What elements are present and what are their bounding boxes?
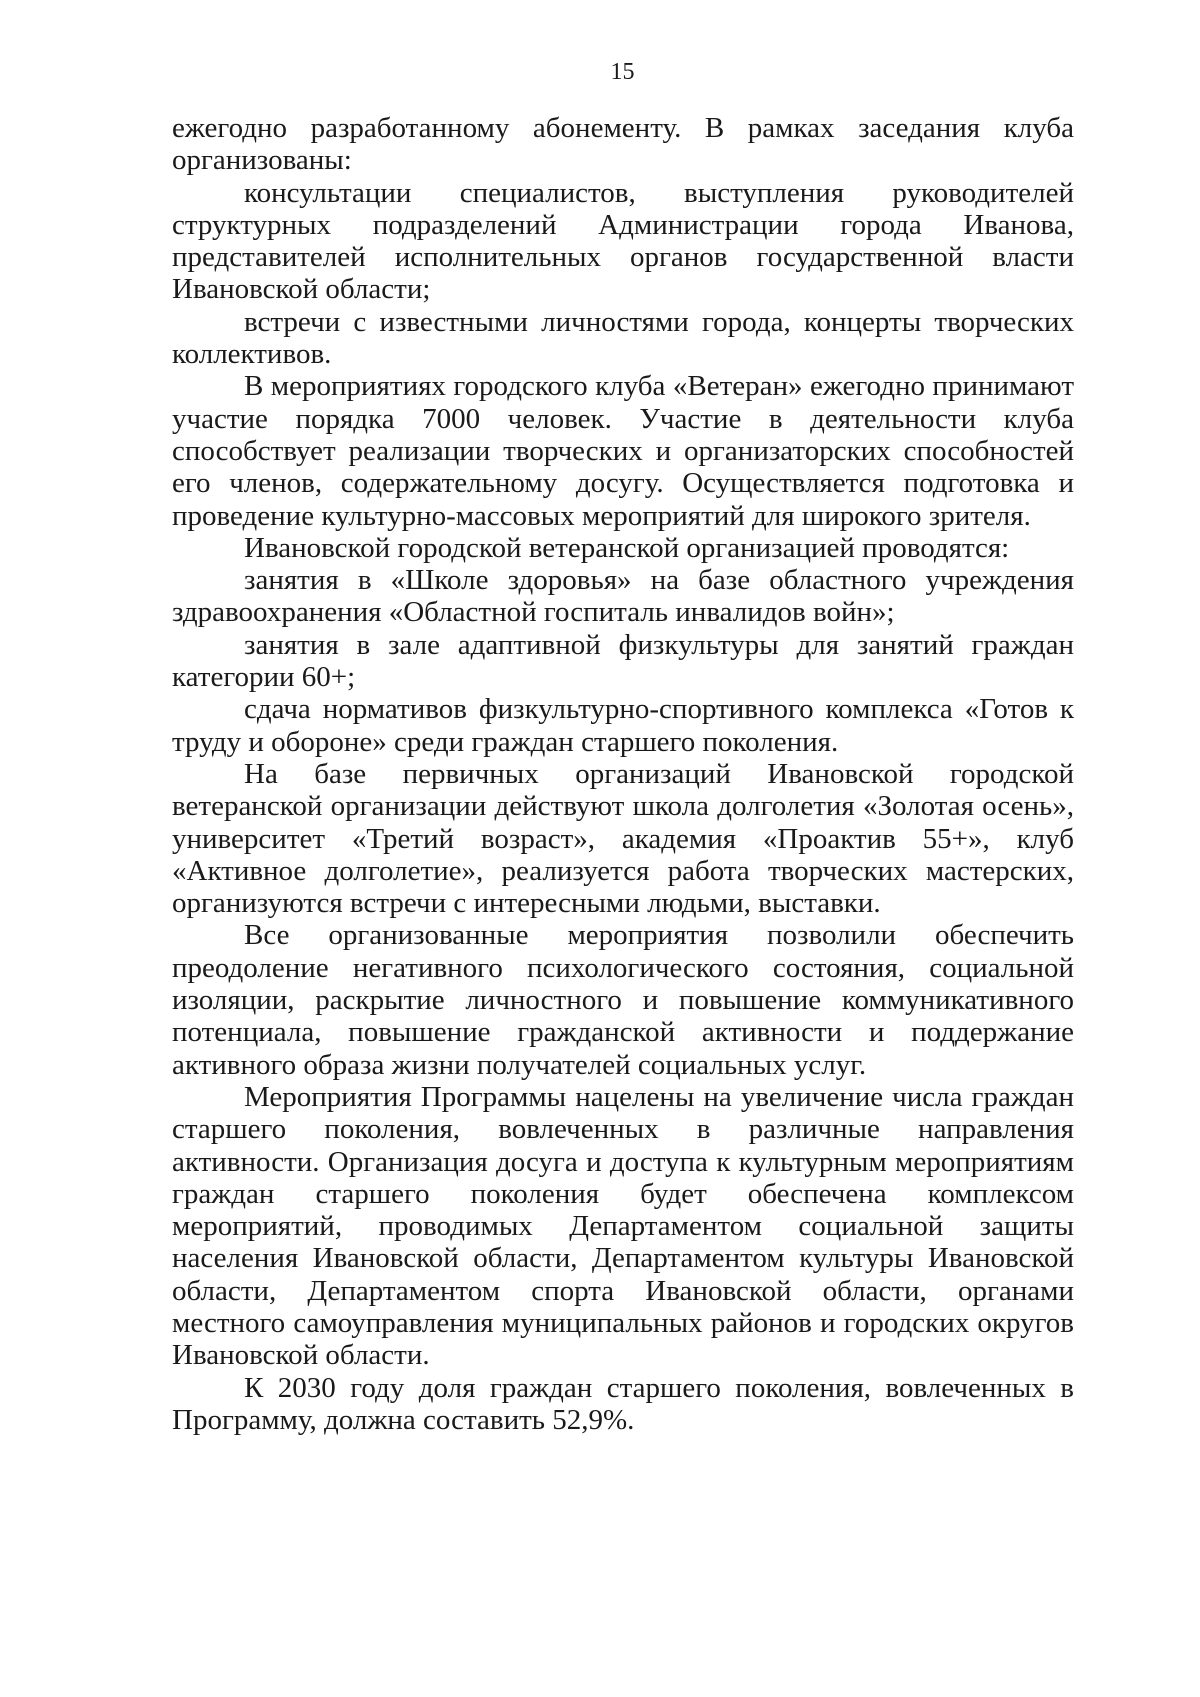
paragraph-veteran-club: В мероприятиях городского клуба «Ветеран» ежегодно принимают участие порядка 7000 человек. Участие в деятельности клуба способствует реализации творческих и организаторских способностей его членов, содержательному досугу. Осуществляется подготовка и проведение культурно-массовых мероприятий для широкого зрителя. bbox=[172, 370, 1074, 532]
paragraph-consultations: консультации специалистов, выступления руководителей структурных подразделений Администрации города Иванова, представителей исполнительных органов государственной власти Ивановской области; bbox=[172, 176, 1074, 306]
page-number: 15 bbox=[610, 59, 635, 85]
document-body bbox=[172, 112, 1074, 1436]
paragraph-health-school: занятия в «Школе здоровья» на базе областного учреждения здравоохранения «Областной госпиталь инвалидов войн»; bbox=[172, 564, 1074, 629]
paragraph-veteran-organization: Ивановской городской ветеранской организацией проводятся: bbox=[244, 531, 1010, 564]
paragraph-adaptive-fitness: занятия в зале адаптивной физкультуры для занятий граждан категории 60+; bbox=[172, 628, 1074, 694]
paragraph-gto: сдача нормативов физкультурно-спортивного комплекса «Готов к труду и обороне» среди граждан старшего поколения. bbox=[172, 693, 1074, 758]
paragraph-results: Все организованные мероприятия позволили обеспечить преодоление негативного психологического состояния, социальной изоляции, раскрытие личностного и повышение коммуникативного потенциала, повышение гражданской активности и поддержание активного образа жизни получателей социальных услуг. bbox=[172, 919, 1074, 1081]
paragraph-primary-organizations: На базе первичных организаций Ивановской городской ветеранской организации действуют школа долголетия «Золотая осень», университет «Третий возраст», академия «Проактив 55+», клуб «Активное долголетие», реализуется работа творческих мастерских, организуются встречи с интересными людьми, выставки. bbox=[172, 757, 1074, 920]
paragraph-program-events: Мероприятия Программы нацелены на увеличение числа граждан старшего поколения, вовлеченных в различные направления активности. Организация досуга и доступа к культурным мероприятиям граждан старшего поколения будет обеспечена комплексом мероприятий, проводимых Департаментом социальной защиты населения Ивановской области, Департаментом культуры Ивановской области, Департаментом спорта Ивановской области, органами местного самоуправления муниципальных районов и городских округов Ивановской области. bbox=[172, 1080, 1074, 1372]
paragraph-meetings: встречи с известными личностями города, концерты творческих коллективов. bbox=[172, 305, 1074, 371]
paragraph-continuation: ежегодно разработанному абонементу. В рамках заседания клуба организованы: bbox=[172, 112, 1074, 177]
paragraph-target-2030: К 2030 году доля граждан старшего поколения, вовлеченных в Программу, должна составить 52,9%. bbox=[172, 1371, 1074, 1436]
